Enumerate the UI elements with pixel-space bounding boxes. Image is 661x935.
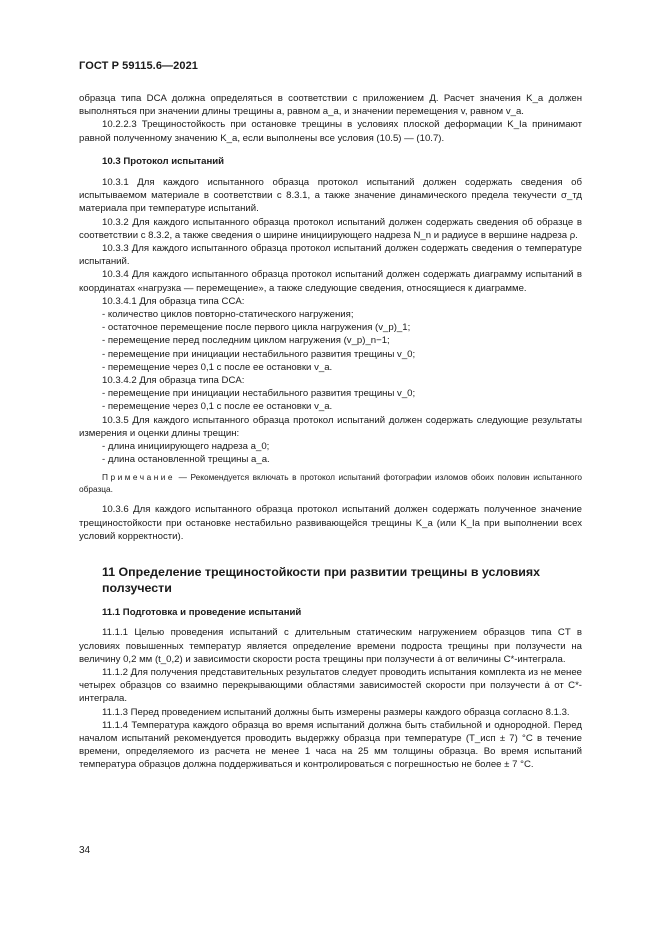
list-item: - перемещение при инициации нестабильного развития трещины v_0; xyxy=(102,348,416,360)
list-item: - перемещение при инициации нестабильного развития трещины v_0; xyxy=(102,388,416,400)
page-body xyxy=(79,92,582,772)
paragraph-10-3-3: 10.3.3 Для каждого испытанного образца протокол испытаний должен содержать сведения о температуре испытаний. xyxy=(79,243,582,268)
paragraph-10-3-1: 10.3.1 Для каждого испытанного образца протокол испытаний должен содержать сведения об испытываемом материале в соответствии с 8.3.1, а также значение динамического предела текучести σ_тд материала при температуре испытаний. xyxy=(79,177,582,215)
paragraph-10-3-4-2: 10.3.4.2 Для образца типа DCA: xyxy=(102,375,245,387)
list-item: - длина остановленной трещины a_a. xyxy=(102,454,270,466)
paragraph-11-1-2: 11.1.2 Для получения представительных результатов следует проводить испытания комплекта из не менее четырех образцов со взаимно перекрывающими областями зависимостей скорости при ползучести ȧ от C*-интеграла. xyxy=(79,666,582,705)
page-number: 34 xyxy=(79,845,91,856)
document-header: ГОСТ Р 59115.6—2021 xyxy=(79,60,199,72)
chapter-heading-11: 11 Определение трещиностойкости при развитии трещины в условиях ползучести xyxy=(102,565,540,595)
note-label: Примечание xyxy=(102,472,176,483)
note-text: — Рекомендуется включать в протокол испытаний фотографии изломов обоих половин испытанного образца. xyxy=(79,472,582,494)
paragraph-10-3-6: 10.3.6 Для каждого испытанного образца протокол испытаний должен содержать полученное значение трещиностойкости при остановке нестабильно развивающейся трещины K_a (или K_Ia при выполнении всех условий корректности). xyxy=(79,504,582,542)
paragraph-10-3-2: 10.3.2 Для каждого испытанного образца протокол испытаний должен содержать сведения об образце в соответствии с 8.3.2, а также сведения о ширине инициирующего надреза N_n и радиусе в вершине надреза ρ. xyxy=(79,216,582,241)
section-heading-11-1: 11.1 Подготовка и проведение испытаний xyxy=(102,607,302,619)
paragraph-10-3-4: 10.3.4 Для каждого испытанного образца протокол испытаний должен содержать диаграмму испытаний в координатах «нагрузка — перемещение», а также следующие сведения, относящиеся к диаграмме. xyxy=(79,269,582,294)
paragraph-11-1-1: 11.1.1 Целью проведения испытаний с длительным статическим нагружением образцов типа CT в условиях повышенных температур является определение времени подроста трещины при ползучести на величину 0,2 мм (t_0,2) и зависимости скорости роста трещины при ползучести ȧ от величины C*-интеграла. xyxy=(79,627,582,665)
list-item: - перемещение через 0,1 с после ее остановки v_a. xyxy=(102,361,333,373)
list-item: - количество циклов повторно-статического нагружения; xyxy=(102,309,354,321)
list-item: - перемещение через 0,1 с после ее остановки v_a. xyxy=(102,401,333,413)
list-item: - остаточное перемещение после первого цикла нагружения (v_p)_1; xyxy=(102,322,411,334)
paragraph-10-2-2-3: 10.2.2.3 Трещиностойкость при остановке трещины в условиях плоской деформации K_Ia принимают равной полученному значению K_a, если выполнены все условия (10.5) — (10.7). xyxy=(79,119,582,144)
paragraph-10-3-5: 10.3.5 Для каждого испытанного образца протокол испытаний должен содержать следующие результаты измерения и оценки длины трещин: xyxy=(79,414,582,439)
list-item: - длина инициирующего надреза a_0; xyxy=(102,441,270,453)
list-item: - перемещение перед последним циклом нагружения (v_p)_n−1; xyxy=(102,335,390,347)
note xyxy=(79,472,582,495)
paragraph-11-1-4: 11.1.4 Температура каждого образца во время испытаний должна быть стабильной и однородной. Перед началом испытаний рекомендуется проводить выдержку образца при температуре (T_исп ± 7) °C в течение времени, определяемого из расчета не менее 1 часа на 25 мм толщины образца. Во время испытаний температура образцов должна поддерживаться и контролироваться с погрешностью не более ± 7 °C. xyxy=(79,719,582,771)
paragraph-11-1-3: 11.1.3 Перед проведением испытаний должны быть измерены размеры каждого образца согласно 8.1.3. xyxy=(102,706,570,718)
paragraph-10-3-4-1: 10.3.4.1 Для образца типа CCA: xyxy=(102,295,245,307)
section-heading-10-3: 10.3 Протокол испытаний xyxy=(102,155,225,167)
paragraph-continuation: образца типа DCA должна определяться в соответствии с приложением Д. Расчет значения K_a должен выполняться при значении длины трещины a, равном a_a, и значении перемещения v, равном v_a. xyxy=(79,93,582,118)
